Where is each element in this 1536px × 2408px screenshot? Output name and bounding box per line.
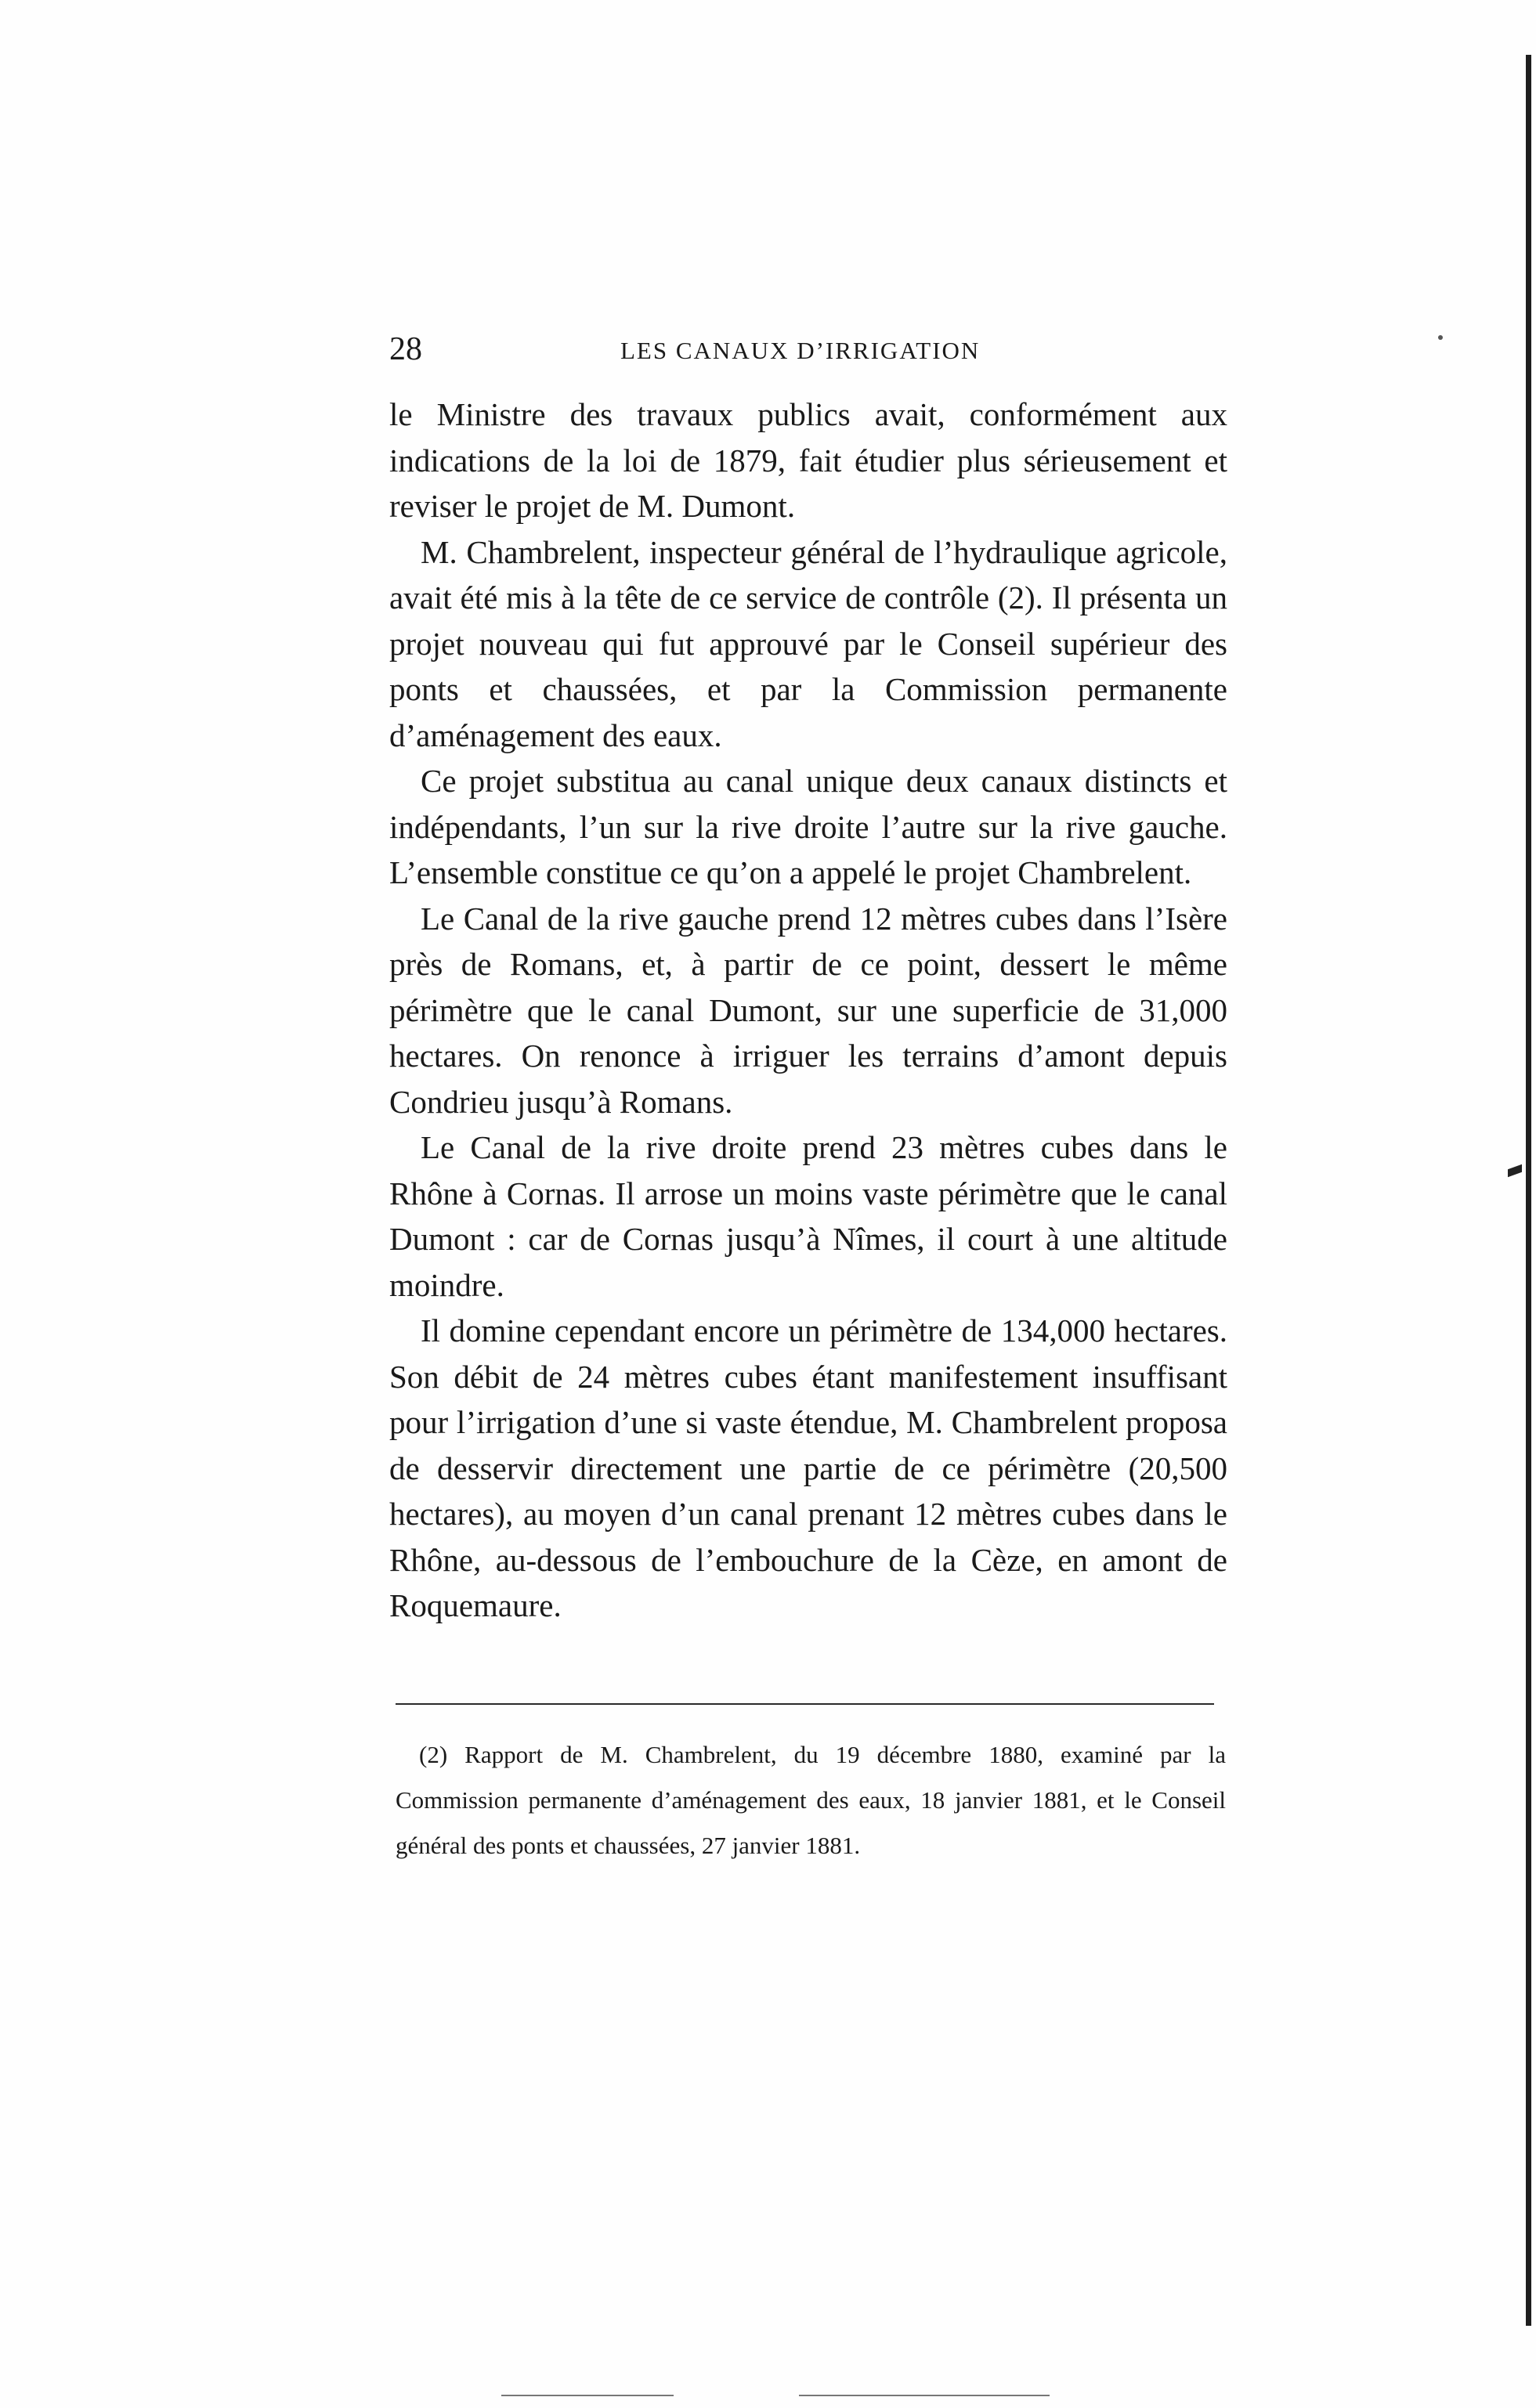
- scan-edge-mark: [1508, 1164, 1522, 1178]
- footnote: (2) Rapport de M. Chambrelent, du 19 décembre 1880, examiné par la Commission permanente d’aménagement des eaux, 18 janvier 1881, et le Conseil général des ponts et chaussées, 27 janvier 1881.: [396, 1741, 1226, 1859]
- scan-edge-line: [1526, 55, 1531, 2326]
- body-text: [389, 392, 1227, 1629]
- running-title: LES CANAUX D’IRRIGATION: [620, 337, 981, 364]
- page-header: [389, 327, 1227, 382]
- paragraph-1: le Ministre des travaux publics avait, conformément aux indications de la loi de 1879, fait étudier plus sérieusement et reviser le projet de M. Dumont.: [389, 396, 1227, 524]
- paragraph-6: Il domine cependant encore un périmètre de 134,000 hectares. Son débit de 24 mètres cubes étant manifestement insuffisant pour l’irrigation d’une si vaste étendue, M. Chambrelent proposa de desservir directement une partie de ce périmètre (20,500 hectares), au moyen d’un canal prenant 12 mètres cubes dans le Rhône, au-dessous de l’embouchure de la Cèze, en amont de Roquemaure.: [389, 1312, 1227, 1623]
- footnote-separator: [396, 1703, 1214, 1705]
- paragraph-2: M. Chambrelent, inspecteur général de l’hydraulique agricole, avait été mis à la tête de ce service de contrôle (2). Il présenta un projet nouveau qui fut approuvé par le Conseil supérieur des ponts et chaussées, et par la Commission permanente d’aménagement des eaux.: [389, 533, 1227, 753]
- scan-bottom-line: [501, 2395, 674, 2396]
- scan-bottom-line: [799, 2395, 1050, 2396]
- paragraph-4: Le Canal de la rive gauche prend 12 mètres cubes dans l’Isère près de Romans, et, à partir de ce point, dessert le même périmètre que le canal Dumont, sur une superficie de 31,000 hectares. On renonce à irriguer les terrains d’amont depuis Condrieu jusqu’à Romans.: [389, 900, 1227, 1120]
- page-number: 28: [389, 331, 422, 367]
- paragraph-5: Le Canal de la rive droite prend 23 mètres cubes dans le Rhône à Cornas. Il arrose un moins vaste périmètre que le canal Dumont : car de Cornas jusqu’à Nîmes, il court à une altitude moindre.: [389, 1129, 1227, 1303]
- scan-speck: [1438, 335, 1443, 340]
- paragraph-3: Ce projet substitua au canal unique deux canaux distincts et indépendants, l’un sur la rive droite l’autre sur la rive gauche. L’ensemble constitue ce qu’on a appelé le projet Chambrelent.: [389, 763, 1227, 890]
